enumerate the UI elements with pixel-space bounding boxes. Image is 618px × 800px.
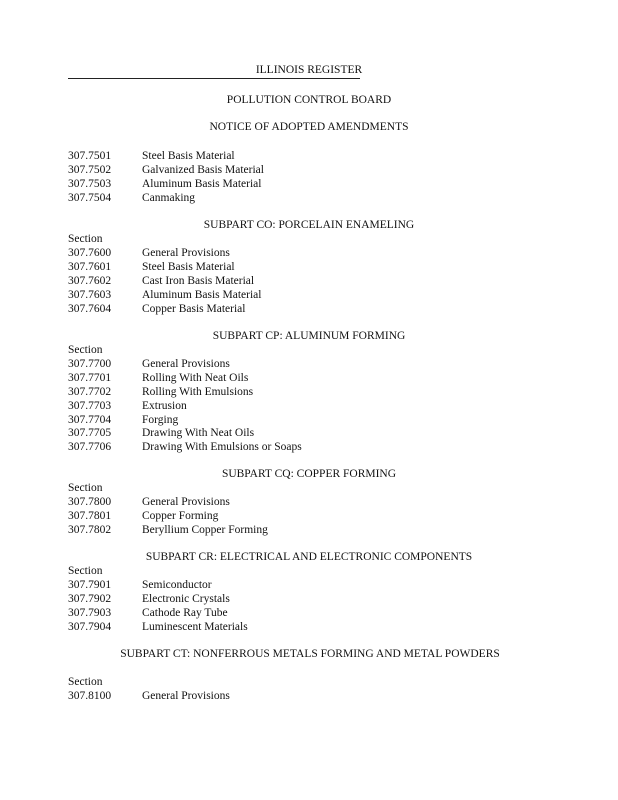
list-item [68,621,248,635]
list-item [68,441,302,455]
section-number: 307.7600 [68,247,112,259]
section-number: 307.7703 [68,399,112,412]
list-item [68,192,264,206]
subpart-heading: SUBPART CQ: COPPER FORMING [221,468,397,480]
list-item [68,303,261,317]
section-title: Rolling With Neat Oils [142,371,249,384]
subpart-heading: SUBPART CR: ELECTRICAL AND ELECTRONIC COMPONENTS [145,551,473,563]
section-number: 307.7604 [68,302,112,315]
section-title: Aluminum Basis Material [142,288,262,301]
list-item [68,579,248,593]
section-title: Semiconductor [142,579,212,591]
list-item [68,427,302,441]
section-title: Copper Forming [142,509,219,522]
section-title: Extrusion [142,399,187,412]
section-number: 307.7501 [68,150,112,162]
section-title: General Provisions [142,247,230,259]
section-title: General Provisions [142,496,230,508]
section-title: Copper Basis Material [142,302,246,315]
section-title: Cathode Ray Tube [142,606,228,619]
section-label: Section [68,676,103,688]
register-title: ILLINOIS REGISTER [255,64,363,76]
section-number: 307.7802 [68,523,112,536]
section-number: 307.7901 [68,579,112,591]
list-item [68,524,268,538]
section-label: Section [68,233,103,245]
section-title: Drawing With Neat Oils [142,427,255,440]
intro-section-list [68,150,264,206]
section-title: Drawing With Emulsions or Soaps [142,441,302,454]
list-item [68,414,302,428]
section-title: Aluminum Basis Material [142,177,262,190]
list-item [68,178,264,192]
section-number: 307.7601 [68,260,112,273]
section-number: 307.7704 [68,413,112,426]
section-number: 307.7701 [68,371,112,384]
section-number: 307.8100 [68,690,112,702]
list-item [68,690,230,704]
section-title: Electronic Crystals [142,592,230,605]
section-number: 307.7502 [68,163,112,176]
list-item [68,593,248,607]
list-item [68,358,302,372]
list-item [68,164,264,178]
subpart-section-list [68,690,230,704]
section-number: 307.7603 [68,288,112,301]
section-title: General Provisions [142,358,230,370]
list-item [68,275,261,289]
subpart-heading: SUBPART CT: NONFERROUS METALS FORMING AND METAL POWDERS [120,648,500,660]
list-item [68,261,261,275]
section-title: Luminescent Materials [142,620,248,633]
section-title: Galvanized Basis Material [142,163,264,176]
section-number: 307.7705 [68,427,112,440]
subpart-section-list [68,358,302,455]
subpart-section-list [68,579,248,635]
subpart-section-list [68,247,261,316]
list-item [68,400,302,414]
section-number: 307.7903 [68,606,112,619]
subpart-section-list [68,496,268,538]
subpart-heading: SUBPART CP: ALUMINUM FORMING [212,330,406,342]
section-number: 307.7801 [68,509,112,522]
section-number: 307.7504 [68,191,112,204]
section-title: Steel Basis Material [142,260,235,273]
section-title: Rolling With Emulsions [142,385,254,398]
section-number: 307.7904 [68,620,112,633]
list-item [68,247,261,261]
list-item [68,289,261,303]
section-title: Cast Iron Basis Material [142,274,255,287]
list-item [68,386,302,400]
list-item [68,150,264,164]
section-label: Section [68,565,103,577]
section-number: 307.7706 [68,441,112,454]
section-number: 307.7503 [68,177,112,190]
section-title: General Provisions [142,690,230,702]
section-title: Steel Basis Material [142,150,235,162]
list-item [68,372,302,386]
section-title: Forging [142,413,179,426]
list-item [68,496,268,510]
section-number: 307.7902 [68,592,112,605]
header-rule [68,78,360,79]
section-label: Section [68,482,103,494]
list-item [68,510,268,524]
section-number: 307.7602 [68,274,112,287]
section-label: Section [68,344,103,356]
section-title: Beryllium Copper Forming [142,523,268,536]
notice-title: NOTICE OF ADOPTED AMENDMENTS [209,121,409,133]
section-number: 307.7700 [68,358,112,370]
list-item [68,607,248,621]
section-title: Canmaking [142,191,196,204]
subpart-heading: SUBPART CO: PORCELAIN ENAMELING [203,219,415,231]
section-number: 307.7800 [68,496,112,508]
section-number: 307.7702 [68,385,112,398]
board-title: POLLUTION CONTROL BOARD [226,94,392,106]
